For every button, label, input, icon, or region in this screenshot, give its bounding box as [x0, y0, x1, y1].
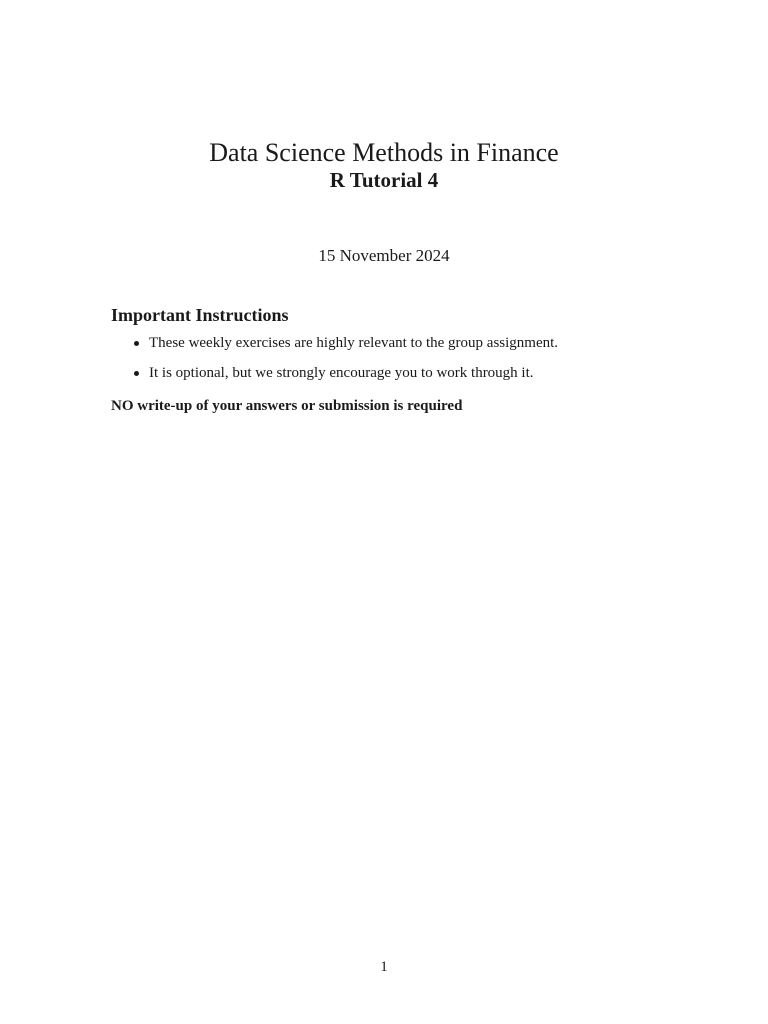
bullet-icon — [134, 341, 139, 346]
document-subtitle: R Tutorial 4 — [329, 168, 439, 192]
document-date: 15 November 2024 — [318, 246, 450, 265]
list-item — [133, 363, 558, 383]
section-heading: Important Instructions — [111, 305, 289, 325]
list-item — [133, 333, 558, 353]
bullet-icon — [134, 371, 139, 376]
submission-note: NO write-up of your answers or submission is required — [111, 398, 463, 414]
list-item-text: It is optional, but we strongly encourage you to work through it. — [149, 365, 534, 381]
list-item-text: These weekly exercises are highly relevant to the group assignment. — [149, 335, 559, 351]
page-number: 1 — [380, 959, 388, 975]
instructions-list — [133, 333, 558, 393]
document-title: Data Science Methods in Finance — [209, 138, 559, 167]
